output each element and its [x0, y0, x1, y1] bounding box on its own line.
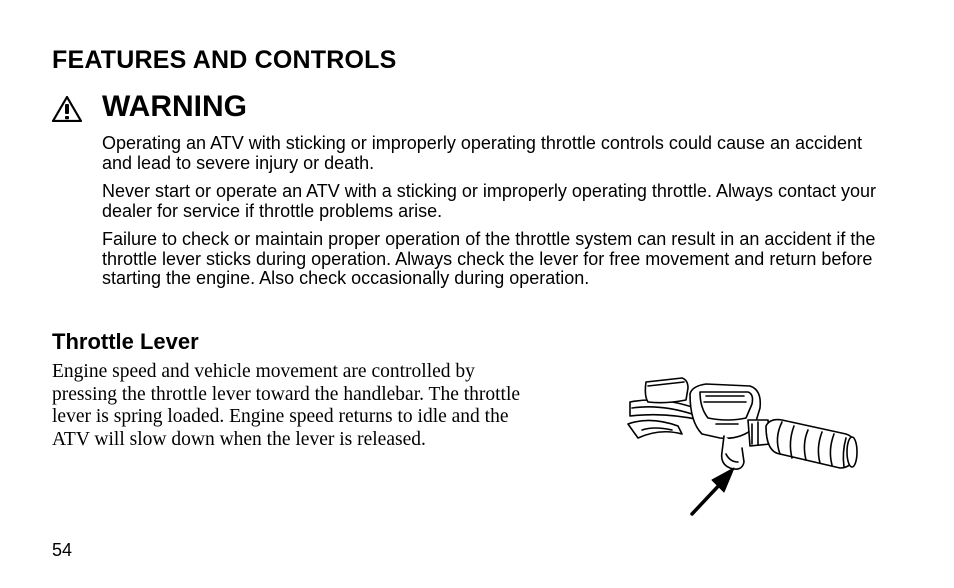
page-number: 54 — [52, 540, 73, 560]
throttle-lever-heading: Throttle Lever — [52, 329, 199, 354]
throttle-lever-description: Engine speed and vehicle movement are controlled by pressing the throttle lever toward the handlebar. The throttle lever is spring loaded. Engine speed returns to idle and the ATV will slow down when the lever is released. — [52, 361, 521, 450]
section-title: FEATURES AND CONTROLS — [52, 46, 397, 74]
warning-paragraph: Failure to check or maintain proper operation of the throttle system can result in an accident if the throttle lever sticks during operation. Always check the lever for free movement and return before starting the engine. Also check occasionally during operation. — [102, 229, 876, 288]
warning-paragraph: Never start or operate an ATV with a sticking or improperly operating throttle. Always contact your dealer for service if throttle problems arise. — [102, 181, 877, 221]
arrow-icon — [692, 468, 734, 514]
throttle-lever-illustration — [620, 368, 870, 520]
warning-triangle-icon — [52, 96, 82, 122]
warning-paragraph: Operating an ATV with sticking or improperly operating throttle controls could cause an accident and lead to severe injury or death. — [102, 133, 863, 173]
warning-title: WARNING — [102, 90, 247, 123]
warning-body — [102, 134, 892, 298]
